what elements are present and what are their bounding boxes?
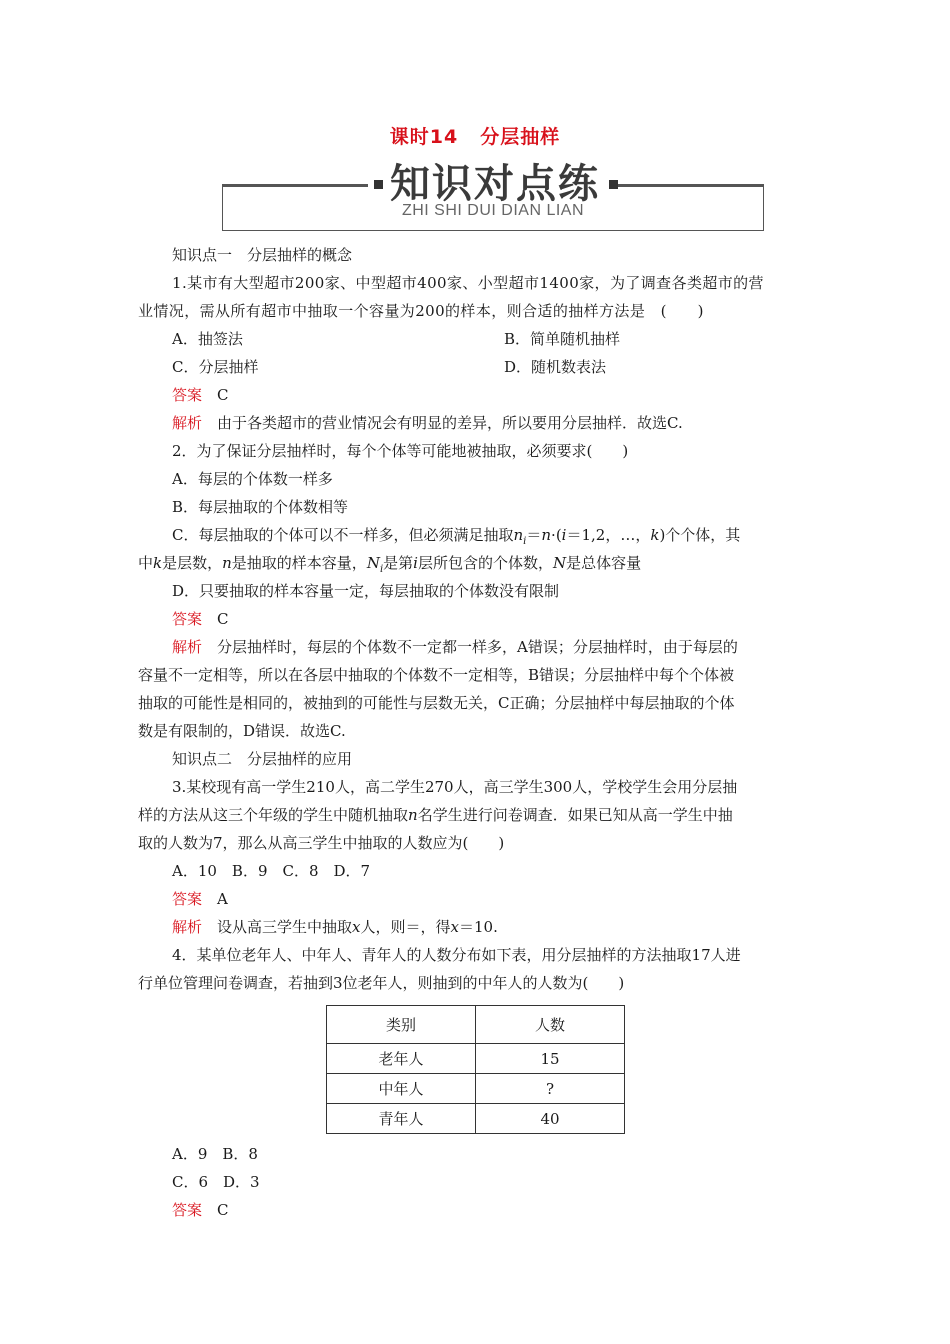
- q2-analysis-line3: 抽取的可能性是相同的，被抽到的可能性与层数无关，C正确；分层抽样中每层抽取的个体: [138, 694, 735, 712]
- q2-analysis-text: 分层抽样时，每层的个体数不一定都一样多，A错误；分层抽样时，由于每层的: [217, 638, 738, 656]
- exercise-content: [138, 241, 814, 1224]
- q4-stem-line2: 行单位管理问卷调查，若抽到3位老年人，则抽到的中年人的人数为( ): [138, 974, 625, 992]
- math-var: n: [222, 554, 232, 572]
- q1-analysis: [138, 409, 814, 437]
- q1-analysis-text: 由于各类超市的营业情况会有明显的差异，所以要用分层抽样．故选C.: [217, 414, 683, 432]
- math-sub: i: [379, 564, 384, 575]
- q1-stem-line2: 业情况，需从所有超市中抽取一个容量为200的样本，则合适的抽样方法是 ( ): [138, 302, 704, 320]
- table-cell: 中年人: [327, 1074, 476, 1104]
- analysis-label: 解析: [172, 918, 203, 936]
- text-run: 中: [138, 554, 154, 572]
- table-cell: 青年人: [327, 1104, 476, 1134]
- table-cell: ?: [476, 1074, 625, 1104]
- answer-label: 答案: [172, 386, 203, 404]
- q3-analysis: [138, 913, 814, 941]
- math-var: N: [366, 554, 380, 572]
- table-header-cell: 人数: [476, 1006, 625, 1044]
- q2-analysis-line2: 容量不一定相等，所以在各层中抽取的个体数不一定相等，B错误；分层抽样中每个个体被: [138, 666, 735, 684]
- q2-option-c-line2: [138, 549, 814, 577]
- q1-answer-value: C: [217, 386, 229, 404]
- lesson-topic: 分层抽样: [480, 126, 561, 148]
- q2-stem: 2．为了保证分层抽样时，每个个体等可能地被抽取，必须要求( ): [172, 442, 629, 460]
- math-var: n: [408, 806, 418, 824]
- q1-stem-line1: 1.某市有大型超市200家、中型超市400家、小型超市1400家，为了调查各类超市的营: [172, 274, 764, 292]
- math-var: i: [561, 526, 567, 544]
- q4-stem-line1: 4．某单位老年人、中年人、青年人的人数分布如下表，用分层抽样的方法抽取17人进: [172, 946, 741, 964]
- q2-answer: [138, 605, 814, 633]
- q3-answer-value: A: [217, 890, 228, 908]
- banner-rule-left: [222, 184, 368, 187]
- q3-stem-line2: [138, 801, 814, 829]
- section-heading-2: 知识点二 分层抽样的应用: [172, 750, 353, 768]
- analysis-label: 解析: [172, 414, 203, 432]
- table-header-cell: 类别: [327, 1006, 476, 1044]
- text-run: 是抽取的样本容量，: [231, 554, 367, 572]
- q1-options-row1: [138, 325, 814, 353]
- q1-option-d: D．随机数表法: [504, 358, 607, 376]
- section-heading-1: 知识点一 分层抽样的概念: [172, 246, 353, 264]
- q2-option-a: A．每层的个体数一样多: [172, 470, 333, 488]
- text-run: ＝1,2，…，: [566, 526, 651, 544]
- math-var: k: [153, 554, 163, 572]
- math-var: n: [513, 526, 524, 544]
- text-run: ＝: [526, 526, 542, 544]
- q1-options-row2: [138, 353, 814, 381]
- table-cell: 15: [476, 1044, 625, 1074]
- analysis-label: 解析: [172, 638, 203, 656]
- q1-answer: [138, 381, 814, 409]
- age-distribution-table: [326, 1005, 625, 1134]
- math-var: x: [352, 918, 361, 936]
- q2-answer-value: C: [217, 610, 229, 628]
- q3-answer: [138, 885, 814, 913]
- text-run: 名学生进行问卷调查．如果已知从高一学生中抽: [417, 806, 733, 824]
- math-var: n: [541, 526, 552, 544]
- text-run: 是第: [383, 554, 414, 572]
- answer-label: 答案: [172, 1201, 203, 1219]
- answer-label: 答案: [172, 890, 203, 908]
- q2-option-b: B．每层抽取的个体数相等: [172, 498, 349, 516]
- text-run: 是层数，: [162, 554, 223, 572]
- q2-analysis-line1: [138, 633, 814, 661]
- q3-stem-line1: 3.某校现有高一学生210人，高二学生270人，高三学生300人，学校学生会用分层抽: [172, 778, 738, 796]
- math-sub: i: [523, 536, 527, 547]
- math-var: N: [552, 554, 567, 572]
- q2-option-c-line1: [138, 521, 814, 549]
- banner-pinyin: ZHI SHI DUI DIAN LIAN: [401, 202, 585, 219]
- q4-options-row1: A．9 B．8: [172, 1145, 258, 1163]
- page-title: [0, 122, 950, 149]
- banner-rule-right: [610, 184, 764, 187]
- text-run: ＝10.: [459, 918, 498, 936]
- q2-option-d: D．只要抽取的样本容量一定，每层抽取的个体数没有限制: [172, 582, 560, 600]
- section-banner: [222, 158, 764, 232]
- q3-stem-line3: 取的人数为7，那么从高三学生中抽取的人数应为( ): [138, 834, 505, 852]
- banner-square-left: [374, 180, 383, 189]
- table-header-row: [327, 1006, 625, 1044]
- banner-square-right: [609, 180, 618, 189]
- q3-options: A．10 B．9 C．8 D．7: [172, 862, 371, 880]
- table-row: [327, 1074, 625, 1104]
- q4-options-row2: C．6 D．3: [172, 1173, 260, 1191]
- banner-heading: 知识对点练: [390, 161, 600, 207]
- q1-option-a: A．抽签法: [172, 330, 243, 348]
- text-run: 层所包含的个体数，: [417, 554, 553, 572]
- table-cell: 40: [476, 1104, 625, 1134]
- math-var: k: [650, 526, 660, 544]
- text-run: 人，则＝，得: [360, 918, 451, 936]
- q1-option-c: C．分层抽样: [172, 358, 259, 376]
- text-run: C．每层抽取的个体可以不一样多，但必须满足抽取: [172, 526, 514, 544]
- q4-answer-value: C: [217, 1201, 229, 1219]
- q4-answer: [138, 1196, 814, 1224]
- text-run: )个个体，其: [659, 526, 741, 544]
- lesson-number: 课时14: [389, 126, 459, 148]
- math-var: i: [413, 554, 418, 572]
- table-row: [327, 1044, 625, 1074]
- answer-label: 答案: [172, 610, 203, 628]
- table-cell: 老年人: [327, 1044, 476, 1074]
- text-run: 设从高三学生中抽取: [217, 918, 353, 936]
- math-var: x: [450, 918, 459, 936]
- text-run: 样的方法从这三个年级的学生中随机抽取: [138, 806, 409, 824]
- q1-option-b: B．简单随机抽样: [504, 330, 621, 348]
- q2-analysis-line4: 数是有限制的，D错误．故选C.: [138, 722, 346, 740]
- table-row: [327, 1104, 625, 1134]
- text-run: ·(: [551, 526, 562, 544]
- text-run: 是总体容量: [566, 554, 642, 572]
